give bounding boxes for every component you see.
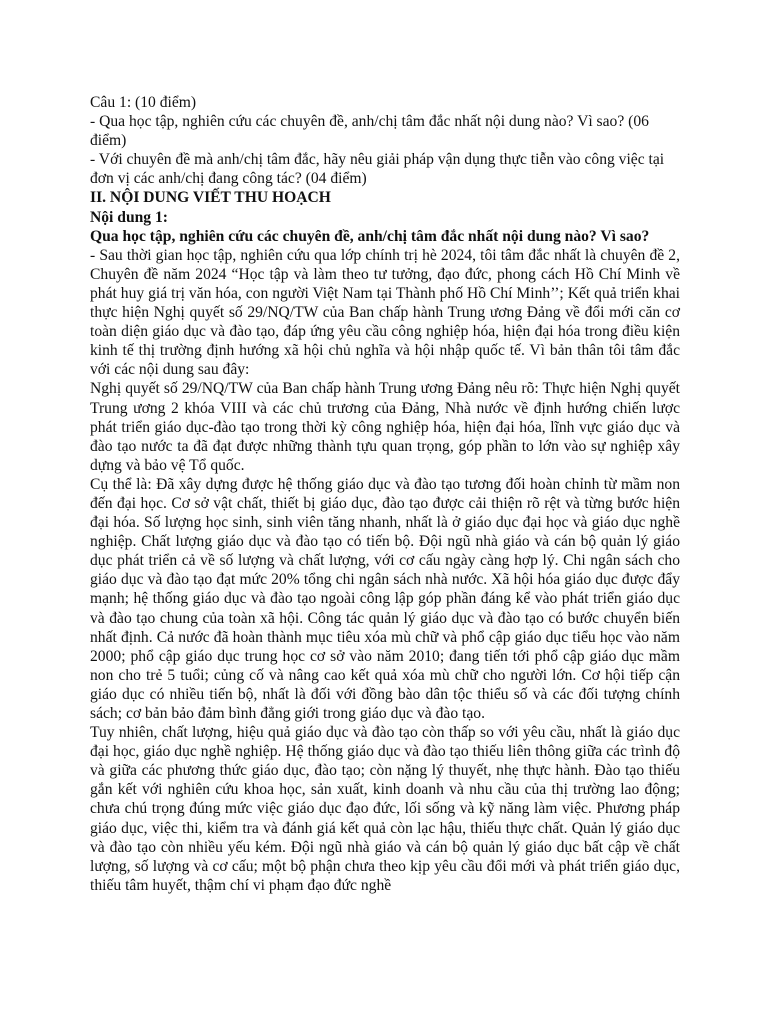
content-heading: Nội dung 1: <box>90 208 168 226</box>
section-heading: II. NỘI DUNG VIẾT THU HOẠCH <box>90 189 331 207</box>
paragraph-resolution: Nghị quyết số 29/NQ/TW của Ban chấp hành Trung ương Đảng nêu rõ: Thực hiện Nghị quyết Trung ương 2 khóa VIII và các chủ trương của Đảng, Nhà nước về định hướng chiến lược phát triển giáo dục-đào tạo trong thời kỳ công nghiệp hóa, hiện đại hóa, lĩnh vực giáo dục và đào tạo nước ta đã đạt được những thành tựu quan trọng, góp phần to lớn vào sự nghiệp xây dựng và bảo vệ Tổ quốc. <box>90 380 680 474</box>
question-title: Câu 1: (10 điểm) <box>90 94 197 111</box>
paragraph-intro: - Sau thời gian học tập, nghiên cứu qua lớp chính trị hè 2024, tôi tâm đắc nhất là chuyên đề 2, Chuyên đề năm 2024 “Học tập và làm theo tư tưởng, đạo đức, phong cách Hồ Chí Minh về phát huy giá trị văn hóa, con người Việt Nam tại Thành phố Hồ Chí Minh’’; Kết quả triển khai thực hiện Nghị quyết số 29/NQ/TW của Ban chấp hành Trung ương Đảng về đổi mới căn cơ toàn diện giáo dục và đào tạo, đáp ứng yêu cầu công nghiệp hóa, hiện đại hóa trong điều kiện kinh tế thị trường định hướng xã hội chủ nghĩa và hội nhập quốc tế. Vì bản thân tôi tâm đắc với các nội dung sau đây: <box>90 246 680 379</box>
content-question: Qua học tập, nghiên cứu các chuyên đề, anh/chị tâm đắc nhất nội dung nào? Vì sao? <box>90 227 650 245</box>
paragraph-limitations: Tuy nhiên, chất lượng, hiệu quả giáo dục và đào tạo còn thấp so với yêu cầu, nhất là giáo dục đại học, giáo dục nghề nghiệp. Hệ thống giáo dục và đào tạo thiếu liên thông giữa các trình độ và giữa các phương thức giáo dục, đào tạo; còn nặng lý thuyết, nhẹ thực hành. Đào tạo thiếu gắn kết với nghiên cứu khoa học, sản xuất, kinh doanh và nhu cầu của thị trường lao động; chưa chú trọng đúng mức việc giáo dục đạo đức, lối sống và kỹ năng làm việc. Phương pháp giáo dục, việc thi, kiểm tra và đánh giá kết quả còn lạc hậu, thiếu thực chất. Quản lý giáo dục và đào tạo còn nhiều yếu kém. Đội ngũ nhà giáo và cán bộ quản lý giáo dục bất cập về chất lượng, số lượng và cơ cấu; một bộ phận chưa theo kịp yêu cầu đổi mới và phát triển giáo dục, thiếu tâm huyết, thậm chí vi phạm đạo đức nghề <box>90 724 680 894</box>
paragraph-achievements: Cụ thể là: Đã xây dựng được hệ thống giáo dục và đào tạo tương đối hoàn chỉnh từ mầm non đến đại học. Cơ sở vật chất, thiết bị giáo dục, đào tạo được cải thiện rõ rệt và từng bước hiện đại hóa. Số lượng học sinh, sinh viên tăng nhanh, nhất là ở giáo dục đại học và giáo dục nghề nghiệp. Chất lượng giáo dục và đào tạo có tiến bộ. Đội ngũ nhà giáo và cán bộ quản lý giáo dục phát triển cả về số lượng và chất lượng, với cơ cấu ngày càng hợp lý. Chi ngân sách cho giáo dục và đào tạo đạt mức 20% tổng chi ngân sách nhà nước. Xã hội hóa giáo dục được đẩy mạnh; hệ thống giáo dục và đào tạo ngoài công lập góp phần đáng kể vào phát triển giáo dục và đào tạo chung của toàn xã hội. Công tác quản lý giáo dục và đào tạo có bước chuyển biến nhất định. Cả nước đã hoàn thành mục tiêu xóa mù chữ và phổ cập giáo dục tiểu học vào năm 2000; phổ cập giáo dục trung học cơ sở vào năm 2010; đang tiến tới phổ cập giáo dục mầm non cho trẻ 5 tuổi; củng cố và nâng cao kết quả xóa mù chữ cho người lớn. Cơ hội tiếp cận giáo dục có nhiều tiến bộ, nhất là đối với đồng bào dân tộc thiểu số và các đối tượng chính sách; cơ bản bảo đảm bình đẳng giới trong giáo dục và đào tạo. <box>90 475 680 722</box>
question-part-1: - Qua học tập, nghiên cứu các chuyên đề, anh/chị tâm đắc nhất nội dung nào? Vì sao? (06 điểm) <box>90 113 649 150</box>
question-part-2: - Với chuyên đề mà anh/chị tâm đắc, hãy nêu giải pháp vận dụng thực tiễn vào công việc tại đơn vị các anh/chị đang công tác? (04 điểm) <box>90 151 665 188</box>
